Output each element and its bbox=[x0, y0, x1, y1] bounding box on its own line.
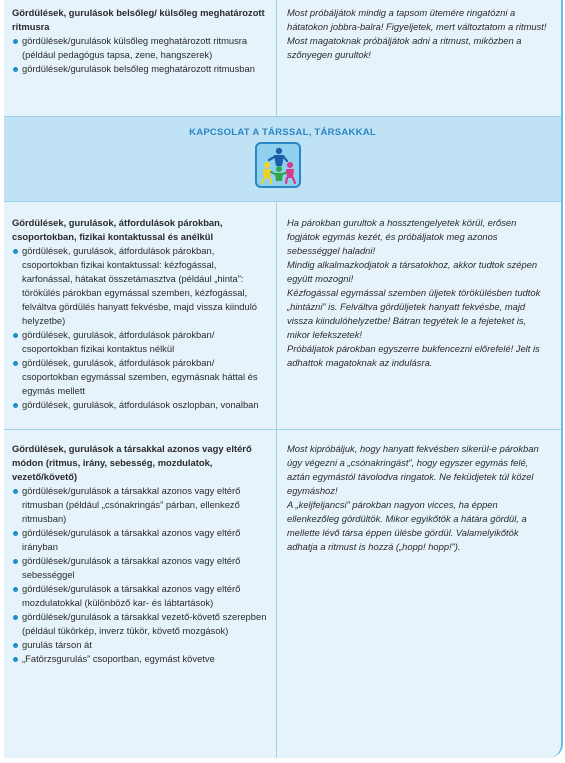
activity-list bbox=[12, 34, 268, 76]
table-row bbox=[4, 202, 561, 429]
instruction-text: Most kipróbáljuk, hogy hanyatt fekvésben sikerül-e párokban úgy végezni a „csónakringást”, hogy egyszer egymás felé, aztán egymástól távolodva ringatok. Ne feküdjetek túl közel egymáshoz! bbox=[287, 443, 539, 496]
row-heading: Gördülések, gurulások belsőleg/ külsőleg meghatározott ritmusra bbox=[12, 7, 265, 32]
table-row bbox=[4, 0, 561, 116]
activity-cell bbox=[4, 0, 277, 116]
instruction-text: Most próbáljátok mindig a tapsom ütemére ringatózni a hátatokon jobbra-balra! Figyeljetek, mert változtatom a ritmust! bbox=[287, 7, 547, 32]
partner-figures-icon bbox=[255, 142, 301, 188]
list-item: „Fatörzsgurulás” csoportban, egymást követve bbox=[12, 652, 268, 666]
instruction-text: Próbáljatok párokban egyszerre bukfencezni előrefelé! Jelt is adhattok magatoknak az indulásra. bbox=[287, 343, 540, 368]
row-heading: Gördülések, gurulások, átfordulások párokban, csoportokban, fizikai kontaktussal és anélkül bbox=[12, 217, 223, 242]
instruction-cell bbox=[277, 0, 561, 116]
instruction-cell bbox=[277, 430, 561, 758]
table-row bbox=[4, 429, 561, 758]
instruction-text: Mindig alkalmazkodjatok a társatokhoz, akkor tudtok szépen együtt mozogni! bbox=[287, 259, 538, 284]
list-item: gördülések/gurulások a társakkal azonos vagy eltérő irányban bbox=[12, 526, 268, 554]
row-heading: Gördülések, gurulások a társakkal azonos vagy eltérő módon (ritmus, irány, sebesség, mozdulatok, vezető/követő) bbox=[12, 443, 252, 482]
instruction-cell bbox=[277, 202, 561, 429]
list-item: gördülések/gurulások külsőleg meghatározott ritmusra (például pedagógus tapsa, zene, hangszerek) bbox=[12, 34, 268, 62]
list-item: gurulás társon át bbox=[12, 638, 268, 652]
instruction-text: Most magatoknak próbáljátok adni a ritmust, miközben a szőnyegen gurultok! bbox=[287, 35, 522, 60]
list-item: gördülések/gurulások a társakkal azonos vagy eltérő ritmusban (például „csónakringás” párban, ellenkező ritmusban) bbox=[12, 484, 268, 526]
list-item: gördülések, gurulások, átfordulások oszlopban, vonalban bbox=[12, 398, 268, 412]
list-item: gördülések/gurulások a társakkal vezető-követő szerepben (például tükörkép, inverz tükör, követő mozgások) bbox=[12, 610, 268, 638]
section-title: KAPCSOLAT A TÁRSSAL, TÁRSAKKAL bbox=[189, 127, 376, 138]
activity-list bbox=[12, 244, 268, 412]
list-item: gördülések, gurulások, átfordulások párokban/ csoportokban fizikai kontaktus nélkül bbox=[12, 328, 268, 356]
activity-cell bbox=[4, 202, 277, 429]
list-item: gördülések/gurulások a társakkal azonos vagy eltérő mozdulatokkal (különböző kar- és lábtartások) bbox=[12, 582, 268, 610]
instruction-text: Kézfogással egymással szemben üljetek törökülésben tudtok „hintázni” is. Felváltva gördüljetek hanyatt fekvésbe, majd vissza kiindulóhelyzetbe! Bátran tegyétek le a fejeteket is, mikor lefekszetek! bbox=[287, 287, 541, 340]
section-header bbox=[4, 116, 561, 202]
instruction-text: Ha párokban gurultok a hossztengelyetek körül, erősen fogjátok egymás kezét, és próbáljatok meg azonos sebességgel haladni! bbox=[287, 217, 517, 256]
list-item: gördülések/gurulások belsőleg meghatározott ritmusban bbox=[12, 62, 268, 76]
list-item: gördülések, gurulások, átfordulások párokban/ csoportokban egymással szemben, egymásnak háttal és egymás mellett bbox=[12, 356, 268, 398]
activity-table bbox=[4, 0, 563, 758]
instruction-text: A „keljfeljancsi” párokban nagyon vicces, ha éppen ellenkezőleg gördültök. Mikor egyikőtök a hátára gördül, a mellette lévő társa éppen ülésbe gördül. Valamelyikőtök adhatja a ritmust is hozzá („hopp! hopp!”). bbox=[287, 499, 527, 552]
list-item: gördülések, gurulások, átfordulások párokban, csoportokban fizikai kontaktussal: kézfogással, karfonással, hátakat összetámasztva (például „hinta”: törökülés párokban egymással szemben, kézfogással, felváltva gördülés hanyatt fekvésbe, majd vissza kiinduló helyzetbe) bbox=[12, 244, 268, 328]
list-item: gördülések/gurulások a társakkal azonos vagy eltérő sebességgel bbox=[12, 554, 268, 582]
activity-cell bbox=[4, 430, 277, 758]
activity-list bbox=[12, 484, 268, 666]
